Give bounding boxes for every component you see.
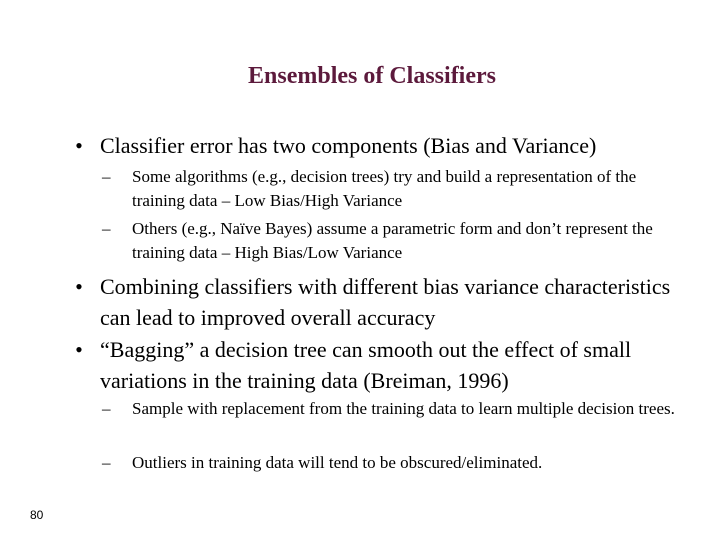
sub-bullet-marker: – <box>102 453 111 472</box>
bullet-text: “Bagging” a decision tree can smooth out the effect of small variations in the training data (Breiman, 1996) <box>100 337 632 393</box>
bullet-item <box>75 271 680 333</box>
bullet-text: Classifier error has two components (Bias and Variance) <box>100 133 597 158</box>
bullet-item <box>75 130 680 161</box>
bullet-text: Combining classifiers with different bias variance characteristics can lead to improved overall accuracy <box>100 274 671 330</box>
sub-bullet-marker: – <box>102 167 111 186</box>
sub-bullet-marker: – <box>102 399 111 418</box>
sub-bullet-text: Some algorithms (e.g., decision trees) try and build a representation of the training data – Low Bias/High Variance <box>132 167 637 210</box>
sub-bullet-item <box>102 165 692 213</box>
sub-bullet-item <box>102 217 692 265</box>
bullet-marker: • <box>75 274 83 299</box>
sub-bullet-text: Sample with replacement from the training data to learn multiple decision trees. <box>132 399 675 418</box>
bullet-item <box>75 334 680 396</box>
sub-bullet-text: Outliers in training data will tend to be obscured/eliminated. <box>132 453 543 472</box>
sub-bullet-marker: – <box>102 219 111 238</box>
slide-title: Ensembles of Classifiers <box>248 63 496 89</box>
page-number: 80 <box>30 508 44 522</box>
bullet-marker: • <box>75 337 83 362</box>
sub-bullet-text: Others (e.g., Naïve Bayes) assume a parametric form and don’t represent the training data – High Bias/Low Variance <box>132 219 653 262</box>
sub-bullet-item <box>102 397 692 421</box>
sub-bullet-item <box>102 451 692 475</box>
bullet-marker: • <box>75 133 83 158</box>
